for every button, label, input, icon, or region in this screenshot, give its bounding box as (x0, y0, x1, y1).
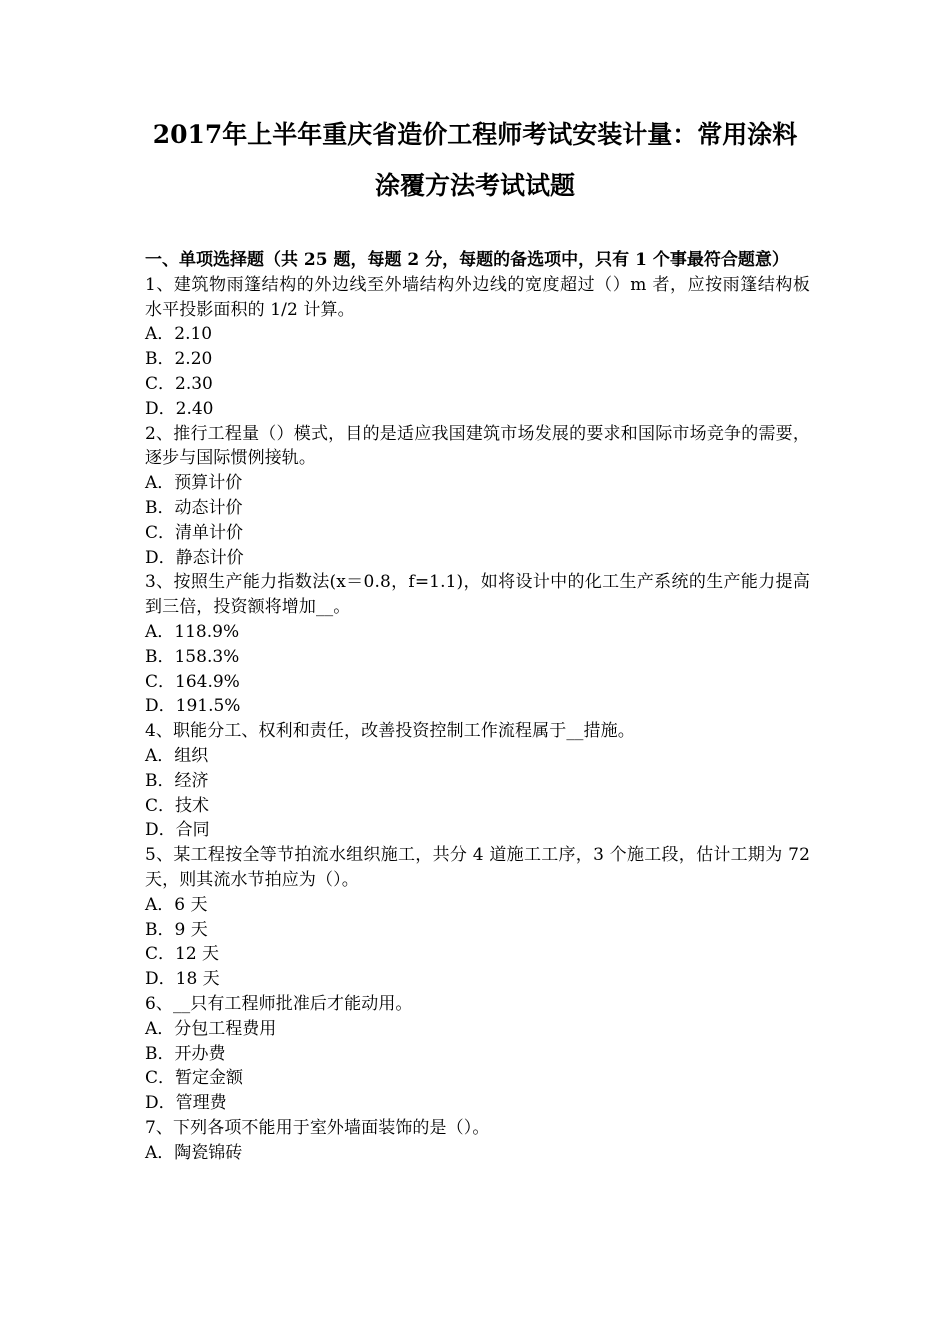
option-d: D．合同 (145, 820, 210, 841)
option-a: A．分包工程费用 (145, 1018, 277, 1039)
question-6 (145, 992, 810, 1116)
option-a: A．6 天 (145, 894, 208, 915)
option-d: D．管理费 (145, 1093, 227, 1114)
question-text: 3、按照生产能力指数法(x＝0.8，f=1.1)，如将设计中的化工生产系统的生产能力提高到三倍，投资额将增加__。 (145, 572, 810, 618)
option-c: C．技术 (145, 795, 210, 816)
option-a: A．2.10 (145, 324, 213, 345)
document-body (145, 248, 810, 1165)
question-text: 4、职能分工、权利和责任，改善投资控制工作流程属于__措施。 (145, 721, 635, 742)
option-a: A．陶瓷锦砖 (145, 1142, 243, 1163)
document-title-line-2: 涂覆方法考试试题 (374, 171, 575, 200)
option-b: B．经济 (145, 770, 209, 791)
option-b: B．动态计价 (145, 497, 243, 518)
option-b: B．开办费 (145, 1043, 226, 1064)
option-c: C．12 天 (145, 944, 220, 965)
question-4 (145, 719, 810, 843)
question-text: 6、__只有工程师批准后才能动用。 (145, 993, 413, 1014)
option-a: A．组织 (145, 745, 209, 766)
question-text: 1、建筑物雨篷结构的外边线至外墙结构外边线的宽度超过（）m 者，应按雨篷结构板水平投影面积的 1/2 计算。 (145, 274, 810, 320)
question-2 (145, 422, 810, 571)
question-5 (145, 843, 810, 992)
question-7 (145, 1116, 810, 1166)
section-heading: 一、单项选择题（共 25 题，每题 2 分，每题的备选项中，只有 1 个事最符合题意） (145, 250, 789, 270)
question-text: 7、下列各项不能用于室外墙面装饰的是（）。 (145, 1117, 490, 1138)
option-d: D．191.5% (145, 696, 241, 717)
option-b: B．9 天 (145, 919, 208, 940)
option-c: C．清单计价 (145, 522, 244, 543)
option-c: C．164.9% (145, 671, 240, 692)
option-b: B．2.20 (145, 349, 213, 370)
option-d: D．静态计价 (145, 547, 244, 568)
document-title-line-1: 2017年上半年重庆省造价工程师考试安装计量：常用涂料 (152, 120, 798, 149)
option-a: A．预算计价 (145, 473, 243, 494)
option-c: C．暂定金额 (145, 1068, 244, 1089)
option-c: C．2.30 (145, 373, 213, 394)
question-text: 2、推行工程量（）模式，目的是适应我国建筑市场发展的要求和国际市场竞争的需要，逐步与国际惯例接轨。 (145, 423, 810, 469)
option-d: D．2.40 (145, 398, 214, 419)
question-3 (145, 570, 810, 719)
question-1 (145, 273, 810, 422)
question-text: 5、某工程按全等节拍流水组织施工，共分 4 道施工工序，3 个施工段，估计工期为 72 天，则其流水节拍应为（）。 (145, 845, 810, 890)
option-d: D．18 天 (145, 969, 220, 990)
option-b: B．158.3% (145, 646, 240, 667)
option-a: A．118.9% (145, 621, 240, 642)
